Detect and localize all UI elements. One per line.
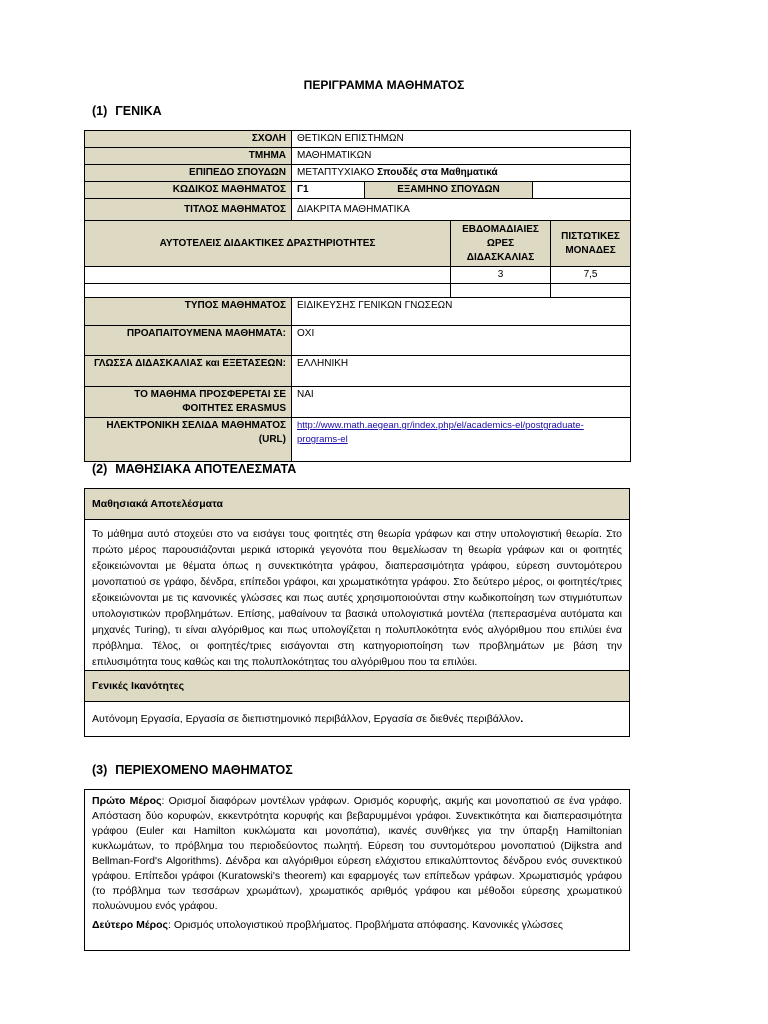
department-value: ΜΑΘΗΜΑΤΙΚΩΝ — [292, 148, 631, 165]
course-type-label: ΤΥΠΟΣ ΜΑΘΗΜΑΤΟΣ — [85, 298, 292, 326]
course-title-label: ΤΙΤΛΟΣ ΜΑΘΗΜΑΤΟΣ — [85, 199, 292, 221]
study-level-value — [292, 165, 631, 182]
school-value: ΘΕΤΙΚΩΝ ΕΠΙΣΤΗΜΩΝ — [292, 131, 631, 148]
weekly-hours-header: ΕΒΔΟΜΑΔΙΑΙΕΣ ΩΡΕΣ ΔΙΔΑΣΚΑΛΙΑΣ — [451, 221, 551, 267]
part-1-text: : Ορισμοί διαφόρων μοντέλων γράφων. Ορισμός κορυφής, ακμής και μονοπατιού σε ένα γράφο. Απόσταση δύο κορυφών, εκκεντρότητα κορυφής και βεβαρυμμένοι γράφοι. Συνεκτικότητα και διαπερασιμότητα γράφου (Euler και Hamilton κυκλώματα και μονοπάτια), ικανές συνθήκες για την ύπαρξη Hamiltonian κυκλωμάτων, το πρόβλημα του περιοδεύοντος πωλητή. Εύρεση του συντομότερου μονοπατιού (Dijkstra and Bellman-Ford's Algorithms). Δένδρα και αλγόριθμοι εύρεση ελάχιστου επικαλύπτοντος δένδρου ενός συνεκτικού γράφου. Επίπεδοι γράφοι (Kuratowski's theorem) και εφαρμογές των επίπεδων γράφων. Χρωματισμός γράφου (το πρόβλημα των τεσσάρων χρωμάτων), χρωματικός αριθμός γράφου και μέθοδοι εύρεσης χρωματικού πολυώνυμου ενός γράφου. — [92, 795, 622, 912]
course-url-label: ΗΛΕΚΤΡΟΝΙΚΗ ΣΕΛΙΔΑ ΜΑΘΗΜΑΤΟΣ (URL) — [85, 418, 292, 462]
prerequisites-label: ΠΡΟΑΠΑΙΤΟΥΜΕΝΑ ΜΑΘΗΜΑΤΑ: — [85, 326, 292, 356]
section-heading-content — [92, 763, 293, 777]
general-skills-header: Γενικές Ικανότητες — [85, 671, 629, 702]
content-part-1 — [92, 794, 622, 914]
course-code-value: Γ1 — [292, 182, 365, 199]
department-label: ΤΜΗΜΑ — [85, 148, 292, 165]
course-type-value: ΕΙΔΙΚΕΥΣΗΣ ΓΕΝΙΚΩΝ ΓΝΩΣΕΩΝ — [292, 298, 631, 326]
section-title: ΜΑΘΗΣΙΑΚΑ ΑΠΟΤΕΛΕΣΜΑΤΑ — [115, 462, 297, 476]
part-1-lead: Πρώτο Μέρος — [92, 795, 162, 807]
course-url-cell — [292, 418, 631, 462]
credits-value: 7,5 — [551, 267, 631, 284]
semester-value — [533, 182, 631, 199]
section-title: ΓΕΝΙΚΑ — [115, 104, 162, 118]
school-label: ΣΧΟΛΗ — [85, 131, 292, 148]
section-heading-general — [92, 104, 162, 118]
section-heading-outcomes — [92, 462, 296, 476]
activities-header: ΑΥΤΟΤΕΛΕΙΣ ΔΙΔΑΚΤΙΚΕΣ ΔΡΑΣΤΗΡΙΟΤΗΤΕΣ — [85, 221, 451, 267]
erasmus-label: ΤΟ ΜΑΘΗΜΑ ΠΡΟΣΦΕΡΕΤΑΙ ΣΕ ΦΟΙΤΗΤΕΣ ERASMUS — [85, 387, 292, 418]
course-code-label: ΚΩΔΙΚΟΣ ΜΑΘΗΜΑΤΟΣ — [85, 182, 292, 199]
empty-cell — [451, 284, 551, 298]
language-value: ΕΛΛΗΝΙΚΗ — [292, 356, 631, 387]
outcomes-box — [84, 488, 630, 737]
activities-cell — [85, 267, 451, 284]
prerequisites-value: ΟΧΙ — [292, 326, 631, 356]
course-content-text — [85, 790, 629, 941]
part-2-lead: Δεύτερο Μέρος — [92, 919, 168, 931]
course-title-value: ΔΙΑΚΡΙΤΑ ΜΑΘΗΜΑΤΙΚΑ — [292, 199, 631, 221]
general-skills-list: Αυτόνομη Εργασία, Εργασία σε διεπιστημονικό περιβάλλον, Εργασία σε διεθνές περιβάλλον — [92, 713, 521, 725]
credits-header: ΠΙΣΤΩΤΙΚΕΣ ΜΟΝΑΔΕΣ — [551, 221, 631, 267]
empty-cell — [551, 284, 631, 298]
language-label: ΓΛΩΣΣΑ ΔΙΔΑΣΚΑΛΙΑΣ και ΕΞΕΤΑΣΕΩΝ: — [85, 356, 292, 387]
page-title: ΠΕΡΙΓΡΑΜΜΑ ΜΑΘΗΜΑΤΟΣ — [303, 78, 465, 92]
section-number: (1) — [92, 104, 108, 118]
study-level-plain: ΜΕΤΑΠΤΥΧΙΑΚΟ — [297, 167, 375, 178]
study-level-label: ΕΠΙΠΕΔΟ ΣΠΟΥΔΩΝ — [85, 165, 292, 182]
study-level-program: Σπουδές στα Μαθηματικά — [377, 167, 498, 178]
section-title: ΠΕΡΙΕΧΟΜΕΝΟ ΜΑΘΗΜΑΤΟΣ — [115, 763, 293, 777]
part-2-text: : Ορισμός υπολογιστικού προβλήματος. Προβλήματα απόφασης. Κανονικές γλώσσες — [168, 919, 563, 931]
course-url-link[interactable]: http://www.math.aegean.gr/index.php/el/academics-el/postgraduate-programs-el — [297, 420, 584, 445]
general-skills-text — [85, 702, 629, 736]
general-info-table — [84, 130, 631, 462]
learning-outcomes-text: Το μάθημα αυτό στοχεύει στο να εισάγει τους φοιτητές στη θεωρία γράφων και στην υπολογιστική θεωρία. Στο πρώτο μέρος παρουσιάζονται μερικά ιστορικά γεγονότα που θεμελίωσαν τη θεωρία γράφων και οι φοιτητές εξοικειώνονται με θέματα όπως η συνεκτικότητα γράφου, διαπερασιμότητα γράφου, εύρεση συντομότερου μονοπατιού σε γράφο, δένδρα, επίπεδοι γράφοι, και χρωματικότητα γράφου. Στο δεύτερο μέρος, οι φοιτητές/τριες εξοικειώνονται με τις κανονικές γλώσσες και πως αυτές χρησιμοποιούνται στην κωδικοποίηση των στιγμιότυπων υπολογιστικών προβλημάτων. Επίσης, μαθαίνουν τα βασικά υπολογιστικά μοντέλα (πεπερασμένα αυτόματα και μηχανές Turing), τι είναι αλγόριθμος και πως υπολογίζεται η πολυπλοκότητα ενός αλγόριθμου που επιλύει ένα πρόβλημα. Τέλος, οι φοιτητές/τριες εισάγονται στη κατηγοριοποίηση των προβλημάτων με βάση την επιλυσιμότητα τους καθώς και της πολυπλοκότητας του αλγόριθμου που τα επιλύει. — [85, 520, 629, 671]
semester-label: ΕΞΑΜΗΝΟ ΣΠΟΥΔΩΝ — [365, 182, 533, 199]
section-number: (2) — [92, 462, 108, 476]
erasmus-value: ΝΑΙ — [292, 387, 631, 418]
content-part-2 — [92, 918, 622, 933]
section-number: (3) — [92, 763, 108, 777]
general-skills-end: . — [520, 713, 524, 725]
course-content-box — [84, 789, 630, 951]
learning-outcomes-header: Μαθησιακά Αποτελέσματα — [85, 489, 629, 520]
empty-cell — [85, 284, 451, 298]
weekly-hours-value: 3 — [451, 267, 551, 284]
